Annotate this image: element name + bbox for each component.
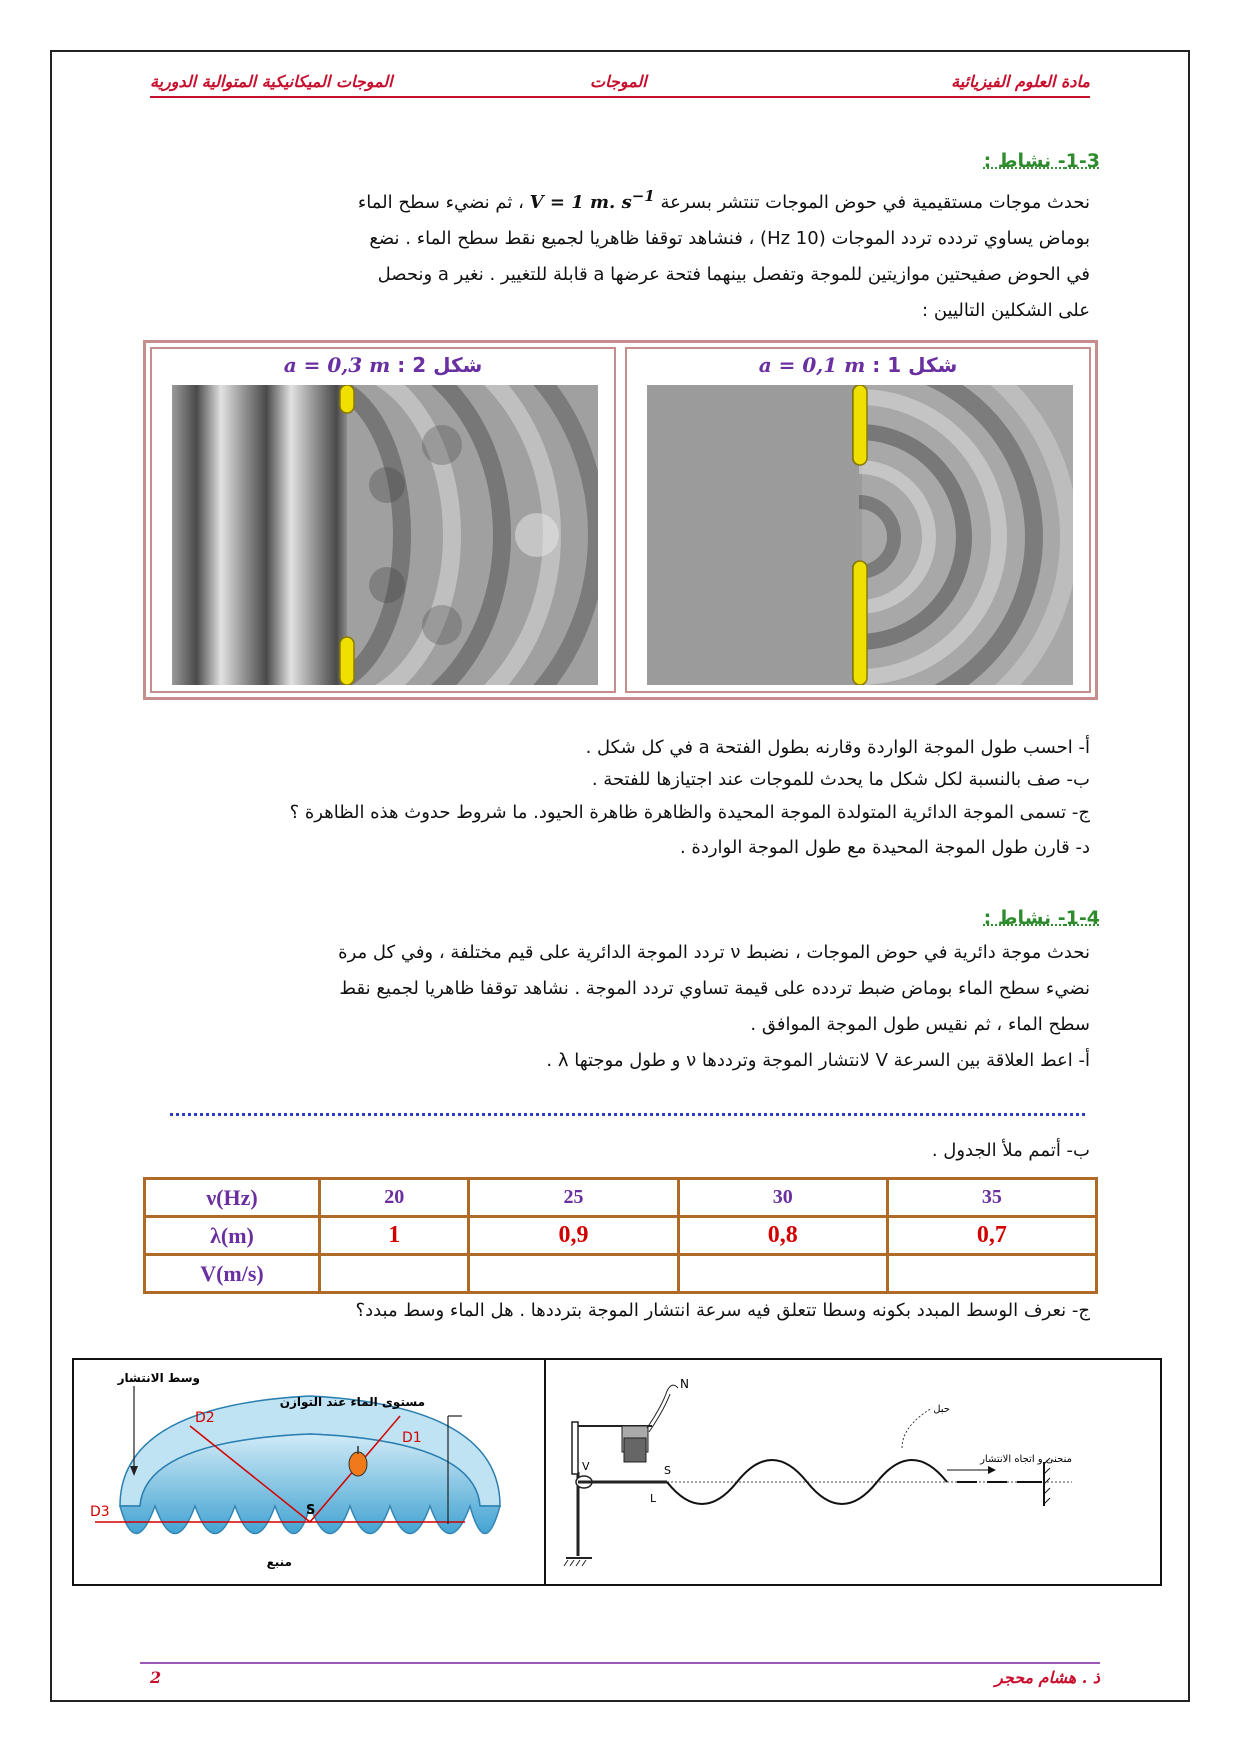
activity4-question-a: أ- اعط العلاقة بين السرعة V لانتشار الموجة وترددها ν و طول موجتها λ .: [546, 1050, 1090, 1071]
rope-label: حبل: [933, 1404, 950, 1415]
table-row: [145, 1179, 1097, 1217]
footer-author: ذ . هشام محجر: [995, 1668, 1100, 1687]
activity4-paragraph: [150, 935, 1090, 1079]
table-row: [145, 1217, 1097, 1255]
water-wave-diagram: [80, 1366, 538, 1580]
table-cell-empty[interactable]: [887, 1255, 1096, 1293]
table-cell-empty[interactable]: [320, 1255, 469, 1293]
figure-1-caption: شكل 1 : a = 0,1 m: [758, 353, 958, 377]
bottom-diagrams: [72, 1358, 1162, 1586]
direction-label: منحنى و اتجاه الانتشار: [980, 1454, 1072, 1465]
diagram-divider: [544, 1360, 546, 1584]
table-cell: 0,8: [678, 1217, 887, 1255]
header-subject: مادة العلوم الفيزيائية: [951, 72, 1090, 91]
point-s: S: [306, 1503, 316, 1518]
header-unit: الموجات: [590, 72, 647, 91]
source-label: منبع: [266, 1555, 292, 1569]
row-header-wavelength: λ(m): [145, 1217, 320, 1255]
ripple-figures: [143, 340, 1098, 700]
table-cell: 0,9: [469, 1217, 678, 1255]
table-cell: 0,7: [887, 1217, 1096, 1255]
table-cell: 20: [320, 1179, 469, 1217]
activity3-line4: على الشكلين التاليين :: [922, 300, 1090, 321]
activity4-title: 1-4- نشاط :: [983, 907, 1100, 929]
header-rule: [150, 96, 1090, 98]
point-v: V: [582, 1460, 590, 1473]
level-label: مستوى الماء عند التوازن: [279, 1395, 425, 1409]
activity3-question-b: ب- صف بالنسبة لكل شكل ما يحدث للموجات عند اجتيازها للفتحة .: [591, 769, 1090, 790]
table-row: [145, 1255, 1097, 1293]
table-cell: 30: [678, 1179, 887, 1217]
activity3-line3: في الحوض صفيحتين موازيتين للموجة وتفصل بينهما فتحة عرضها a قابلة للتغيير . نغير a ونحصل: [377, 264, 1090, 285]
footer-rule: [140, 1662, 1100, 1664]
table-cell-empty[interactable]: [469, 1255, 678, 1293]
activity4-question-b: ب- أتمم ملأ الجدول .: [931, 1140, 1090, 1161]
page-number: 2: [150, 1668, 162, 1687]
activity4-line3: سطح الماء ، ثم نقيس طول الموجة الموافق .: [750, 1014, 1090, 1035]
activity3-line1: نحدث موجات مستقيمية في حوض الموجات تنتشر بسرعة V = 1 m. $s^{-1}$ ، ثم نضيء سطح الماء: [357, 187, 1090, 213]
table-cell: 35: [887, 1179, 1096, 1217]
point-l: L: [650, 1492, 657, 1505]
data-table: [143, 1177, 1098, 1294]
rope-wave-diagram: [552, 1366, 1156, 1580]
medium-label: وسط الانتشار: [117, 1371, 200, 1385]
row-header-speed: V(m/s): [145, 1255, 320, 1293]
activity3-line2: بوماض يساوي تردده تردد الموجات (10 Hz) ، فنشاهد توقفا ظاهريا لجميع نقط سطح الماء . نضع: [369, 228, 1090, 249]
header-lesson: الموجات الميكانيكية المتوالية الدورية: [150, 72, 393, 91]
table-cell: 1: [320, 1217, 469, 1255]
point-s-rope: S: [664, 1464, 671, 1477]
point-d3: D3: [90, 1504, 110, 1520]
table-cell-empty[interactable]: [678, 1255, 887, 1293]
figure-1-ripple-image: [647, 385, 1073, 685]
point-d2: D2: [195, 1410, 215, 1426]
figure-2-panel: [150, 347, 616, 693]
activity3-title: 1-3- نشاط :: [983, 150, 1100, 172]
point-n: N: [680, 1377, 689, 1391]
table-cell: 25: [469, 1179, 678, 1217]
row-header-frequency: ν(Hz): [145, 1179, 320, 1217]
activity4-line2: نضيء سطح الماء بوماض ضبط تردده على قيمة تساوي تردد الموجة . نشاهد توقفا ظاهريا لجميع نقط: [339, 978, 1090, 999]
activity3-question-c: ج- تسمى الموجة الدائرية المتولدة الموجة المحيدة والظاهرة ظاهرة الحيود. ما شروط حدوث هذه الظاهرة ؟: [289, 802, 1090, 823]
point-d1: D1: [402, 1430, 422, 1446]
figure-2-ripple-image: [172, 385, 598, 685]
activity3-question-a: أ- احسب طول الموجة الواردة وقارنه بطول الفتحة a في كل شكل .: [585, 737, 1090, 758]
activity3-paragraph: [150, 178, 1090, 329]
figure-1-panel: [625, 347, 1091, 693]
answer-dotted-line: [170, 1113, 1085, 1116]
figure-2-caption: شكل 2 : a = 0,3 m: [283, 353, 483, 377]
activity3-question-d: د- قارن طول الموجة المحيدة مع طول الموجة الواردة .: [679, 837, 1090, 858]
activity4-question-c: ج- نعرف الوسط المبدد بكونه وسطا تتعلق فيه سرعة انتشار الموجة بترددها . هل الماء وسط مبدد؟: [355, 1300, 1090, 1321]
activity4-line1: نحدث موجة دائرية في حوض الموجات ، نضبط ν تردد الموجة الدائرية على قيم مختلفة ، وفي كل مرة: [338, 942, 1090, 963]
